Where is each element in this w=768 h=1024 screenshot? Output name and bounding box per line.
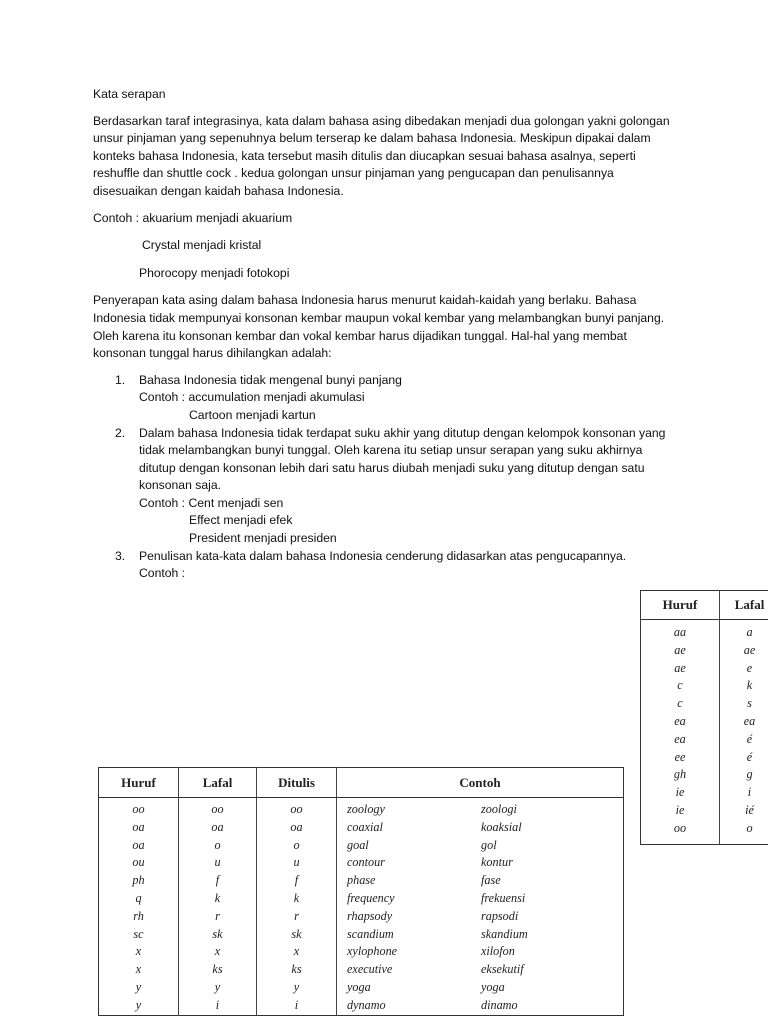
side-header-huruf: Huruf — [641, 591, 720, 620]
main-cell-contoh-indonesia: yoga — [481, 979, 505, 994]
side-cell-lafal: i — [747, 785, 752, 800]
main-cell-huruf: sc — [99, 926, 179, 944]
side-cell-lafal: ae — [743, 642, 756, 657]
side-table-row — [641, 749, 768, 767]
side-cell-lafal: s — [747, 696, 752, 711]
main-cell-lafal: ks — [179, 961, 257, 979]
side-cell-huruf: ae — [641, 660, 720, 678]
rule-text: Dalam bahasa Indonesia tidak terdapat suku akhir yang ditutup dengan kelompok konsonan yang tidak melambangkan bunyi tunggal. Oleh karena itu setiap unsur serapan yang suku akhirnya ditutup dengan konsonan lebih dari satu harus diubah menjadi suku yang ditutup dengan satu konsonan saja. — [139, 425, 666, 493]
side-cell-huruf: c — [641, 695, 720, 713]
main-cell-ditulis: y — [257, 979, 337, 997]
side-table-row — [641, 820, 768, 844]
example-line: Contoh : akuarium menjadi akuarium — [93, 210, 293, 225]
main-table-row — [99, 798, 624, 819]
main-cell-lafal: o — [179, 837, 257, 855]
main-cell-ditulis: u — [257, 854, 337, 872]
main-cell-lafal: k — [179, 890, 257, 908]
rule-number: 1. — [115, 372, 126, 387]
main-header-lafal: Lafal — [179, 768, 257, 798]
main-cell-huruf: x — [99, 961, 179, 979]
main-cell-huruf: rh — [99, 908, 179, 926]
main-cell-contoh-asing: yoga — [347, 979, 371, 994]
side-cell-huruf: c — [641, 677, 720, 695]
main-cell-contoh-indonesia: kontur — [481, 855, 513, 870]
main-cell-huruf: ou — [99, 854, 179, 872]
main-cell-huruf: y — [99, 997, 179, 1015]
main-table-row — [99, 890, 624, 908]
main-cell-contoh-indonesia: eksekutif — [481, 962, 524, 977]
side-cell-huruf: gh — [641, 766, 720, 784]
main-cell-ditulis: i — [257, 997, 337, 1015]
rule-example: Contoh : — [139, 566, 186, 581]
main-cell-huruf: ph — [99, 872, 179, 890]
main-cell-huruf: oa — [99, 819, 179, 837]
main-cell-contoh-indonesia: skandium — [481, 926, 528, 941]
side-header-lafal: Lafal — [720, 591, 768, 620]
main-cell-ditulis: oa — [257, 819, 337, 837]
main-cell-ditulis: r — [257, 908, 337, 926]
side-table-row — [641, 660, 768, 678]
side-cell-lafal: e — [746, 660, 753, 675]
main-table-row — [99, 926, 624, 944]
main-cell-lafal: oa — [179, 819, 257, 837]
main-cell-lafal: y — [179, 979, 257, 997]
rules-intro-paragraph: Penyerapan kata asing dalam bahasa Indonesia harus menurut kaidah-kaidah yang berlaku. Bahasa Indonesia tidak mempunyai konsonan kembar maupun vokal kembar yang melambangkan bunyi panjang. Oleh karena itu konsonan kembar dan vokal kembar harus dijadikan tunggal. Hal-hal yang membat konsonan tunggal harus dihilangkan adalah: — [93, 293, 665, 361]
main-cell-contoh-asing: xylophone — [347, 944, 398, 959]
main-cell-ditulis: oo — [257, 798, 337, 819]
side-table-row — [641, 695, 768, 713]
main-table-row — [99, 908, 624, 926]
side-cell-lafal: é — [746, 749, 753, 764]
main-cell-ditulis: f — [257, 872, 337, 890]
main-header-huruf: Huruf — [99, 768, 179, 798]
main-cell-contoh-asing: scandium — [347, 926, 394, 941]
doc-title: Kata serapan — [93, 87, 166, 101]
main-table-row — [99, 961, 624, 979]
side-table-row — [641, 713, 768, 731]
main-cell-contoh-indonesia: gol — [481, 837, 497, 852]
main-cell-contoh-indonesia: rapsodi — [481, 908, 519, 923]
side-cell-huruf: ie — [641, 802, 720, 820]
main-cell-contoh-indonesia: xilofon — [481, 944, 515, 959]
main-cell-ditulis: x — [257, 943, 337, 961]
example-line: Phorocopy menjadi fotokopi — [139, 265, 290, 280]
main-cell-lafal: r — [179, 908, 257, 926]
side-table-row — [641, 620, 768, 642]
main-cell-huruf: oo — [99, 798, 179, 819]
rule-text: Penulisan kata-kata dalam bahasa Indonesia cenderung didasarkan atas pengucapannya. — [139, 548, 627, 563]
side-cell-lafal: g — [746, 767, 753, 782]
main-cell-ditulis: k — [257, 890, 337, 908]
main-header-contoh: Contoh — [337, 768, 624, 798]
rule-number: 2. — [115, 425, 126, 440]
side-cell-lafal: o — [746, 820, 753, 835]
side-cell-lafal: k — [746, 678, 753, 693]
rule-text: Bahasa Indonesia tidak mengenal bunyi panjang — [139, 372, 402, 387]
side-cell-huruf: oo — [641, 820, 720, 844]
main-cell-contoh-indonesia: koaksial — [481, 819, 522, 834]
main-table-row — [99, 837, 624, 855]
main-cell-lafal: u — [179, 854, 257, 872]
example-line: Crystal menjadi kristal — [142, 238, 262, 253]
main-table-row — [99, 819, 624, 837]
main-cell-contoh-asing: contour — [347, 855, 385, 870]
main-table-row — [99, 872, 624, 890]
main-header-ditulis: Ditulis — [257, 768, 337, 798]
rule-number: 3. — [115, 548, 126, 563]
main-cell-lafal: x — [179, 943, 257, 961]
main-cell-contoh-indonesia: frekuensi — [481, 890, 526, 905]
intro-paragraph: Berdasarkan taraf integrasinya, kata dalam bahasa asing dibedakan menjadi dua golongan yakni golongan unsur pinjaman yang sepenuhnya belum terserap ke dalam bahasa Indonesia. Meskipun dipakai dalam konteks bahasa Indonesia, kata tersebut masih ditulis dan diucapkan sesuai bahasa asalnya, seperti reshuffle dan shuttle cock . kedua golongan unsur pinjaman yang pengucapan dan penulisannya disesuaikan dengan kaidah bahasa Indonesia. — [93, 113, 670, 198]
side-cell-huruf: aa — [641, 620, 720, 642]
main-table-row — [99, 979, 624, 997]
main-cell-contoh-asing: rhapsody — [347, 908, 393, 923]
side-cell-lafal: é — [746, 731, 753, 746]
main-cell-contoh-asing: executive — [347, 962, 393, 977]
side-cell-huruf: ie — [641, 784, 720, 802]
side-table-row — [641, 784, 768, 802]
side-table-row — [641, 766, 768, 784]
rule-example: Contoh : Cent menjadi sen — [139, 495, 284, 510]
main-cell-contoh-indonesia: fase — [481, 873, 501, 888]
main-cell-lafal: sk — [179, 926, 257, 944]
rule-example: Cartoon menjadi kartun — [189, 407, 316, 422]
main-table-row — [99, 854, 624, 872]
side-table-row — [641, 731, 768, 749]
rule-example: Effect menjadi efek — [189, 513, 293, 528]
main-table-row — [99, 997, 624, 1015]
side-table-row — [641, 802, 768, 820]
main-cell-huruf: q — [99, 890, 179, 908]
side-cell-huruf: ea — [641, 713, 720, 731]
rule-example: Contoh : accumulation menjadi akumulasi — [139, 390, 365, 405]
main-cell-ditulis: o — [257, 837, 337, 855]
side-cell-lafal: ié — [745, 802, 754, 817]
main-cell-lafal: oo — [179, 798, 257, 819]
side-table-row — [641, 642, 768, 660]
main-cell-contoh-asing: frequency — [347, 890, 395, 905]
main-cell-contoh-indonesia: zoologi — [481, 802, 517, 816]
main-cell-huruf: oa — [99, 837, 179, 855]
main-cell-contoh-asing: coaxial — [347, 819, 383, 834]
main-table — [98, 767, 624, 1016]
main-cell-lafal: f — [179, 872, 257, 890]
side-table-row — [641, 677, 768, 695]
side-cell-lafal: ea — [743, 713, 756, 728]
rule-example: President menjadi presiden — [189, 531, 337, 546]
main-cell-contoh-asing: dynamo — [347, 997, 386, 1012]
main-cell-lafal: i — [179, 997, 257, 1015]
side-cell-huruf: ae — [641, 642, 720, 660]
main-cell-contoh-asing: goal — [347, 837, 369, 852]
side-cell-huruf: ea — [641, 731, 720, 749]
main-cell-ditulis: ks — [257, 961, 337, 979]
side-cell-lafal: a — [746, 625, 753, 639]
main-table-row — [99, 943, 624, 961]
main-cell-contoh-asing: zoology — [347, 802, 385, 816]
main-cell-contoh-asing: phase — [347, 873, 376, 888]
main-cell-contoh-indonesia: dinamo — [481, 997, 518, 1012]
side-cell-huruf: ee — [641, 749, 720, 767]
main-cell-huruf: y — [99, 979, 179, 997]
main-cell-ditulis: sk — [257, 926, 337, 944]
main-cell-huruf: x — [99, 943, 179, 961]
side-table — [640, 590, 768, 845]
